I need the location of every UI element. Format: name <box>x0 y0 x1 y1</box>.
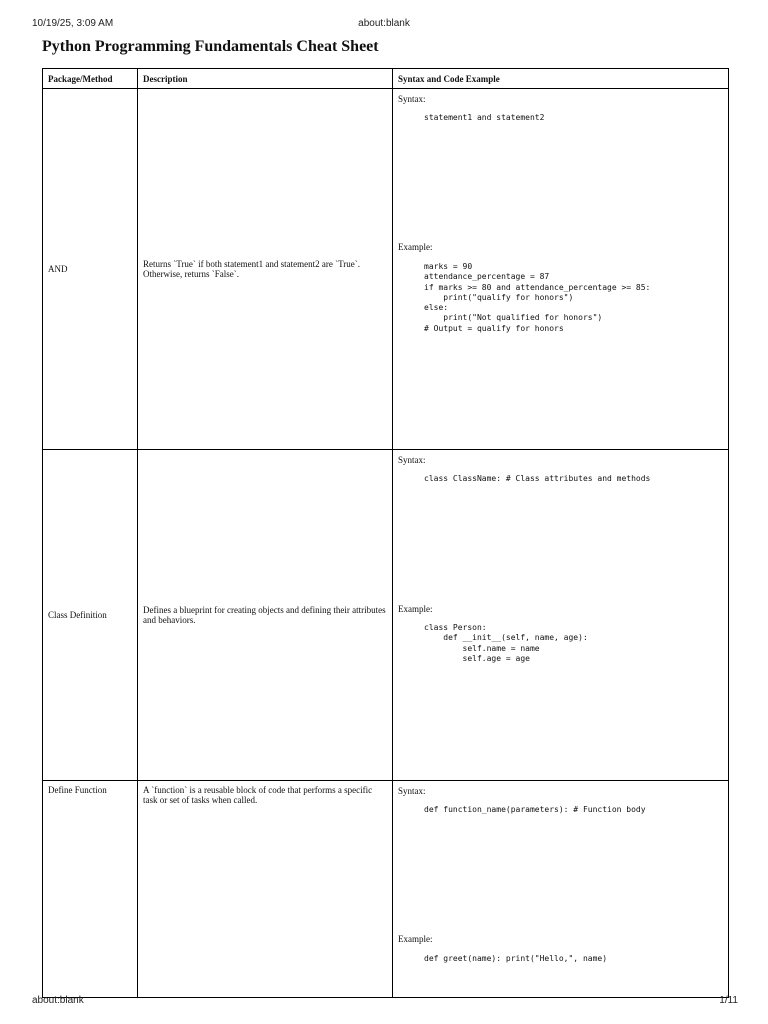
footer-url: about:blank <box>32 995 84 1006</box>
row-description: Returns `True` if both statement1 and statement2 are `True`. Otherwise, returns `False`. <box>138 89 393 450</box>
print-datetime: 10/19/25, 3:09 AM <box>32 18 114 29</box>
example-code: def greet(name): print("Hello,", name) <box>424 954 608 963</box>
example-label: Example: <box>398 934 433 944</box>
example-label: Example: <box>398 242 433 252</box>
row-description: Defines a blueprint for creating objects and defining their attributes and behaviors. <box>138 450 393 781</box>
syntax-code: statement1 and statement2 <box>424 113 545 122</box>
syntax-label: Syntax: <box>398 786 426 796</box>
table-row <box>43 89 729 450</box>
row-method-name: Class Definition <box>43 450 138 781</box>
page-number: 1/11 <box>719 995 738 1006</box>
row-method-name: Define Function <box>43 781 138 998</box>
row-syntax-cell <box>393 89 729 450</box>
table-row <box>43 781 729 998</box>
example-code: marks = 90 attendance_percentage = 87 if marks >= 80 and attendance_percentage >= 85: print("qualify for honors") else: print("Not qualified for honors") # Output = qualify for honors <box>424 262 651 333</box>
table-row <box>43 450 729 781</box>
print-footer <box>0 995 768 1009</box>
syntax-code: def function_name(parameters): # Function body <box>424 805 646 814</box>
row-description: A `function` is a reusable block of code that performs a specific task or set of tasks when called. <box>138 781 393 998</box>
syntax-label: Syntax: <box>398 94 426 104</box>
cheat-sheet-table <box>42 68 729 998</box>
print-header <box>0 18 768 32</box>
example-label: Example: <box>398 604 433 614</box>
row-syntax-cell <box>393 781 729 998</box>
example-code: class Person: def __init__(self, name, age): self.name = name self.age = age <box>424 623 588 663</box>
column-header-syntax-example: Syntax and Code Example <box>393 69 729 89</box>
print-url: about:blank <box>358 18 410 29</box>
syntax-label: Syntax: <box>398 455 426 465</box>
page-title: Python Programming Fundamentals Cheat Sheet <box>42 38 379 55</box>
table-header-row <box>43 69 729 89</box>
row-method-name: AND <box>43 89 138 450</box>
column-header-package-method: Package/Method <box>43 69 138 89</box>
syntax-code: class ClassName: # Class attributes and methods <box>424 474 651 483</box>
row-syntax-cell <box>393 450 729 781</box>
column-header-description: Description <box>138 69 393 89</box>
